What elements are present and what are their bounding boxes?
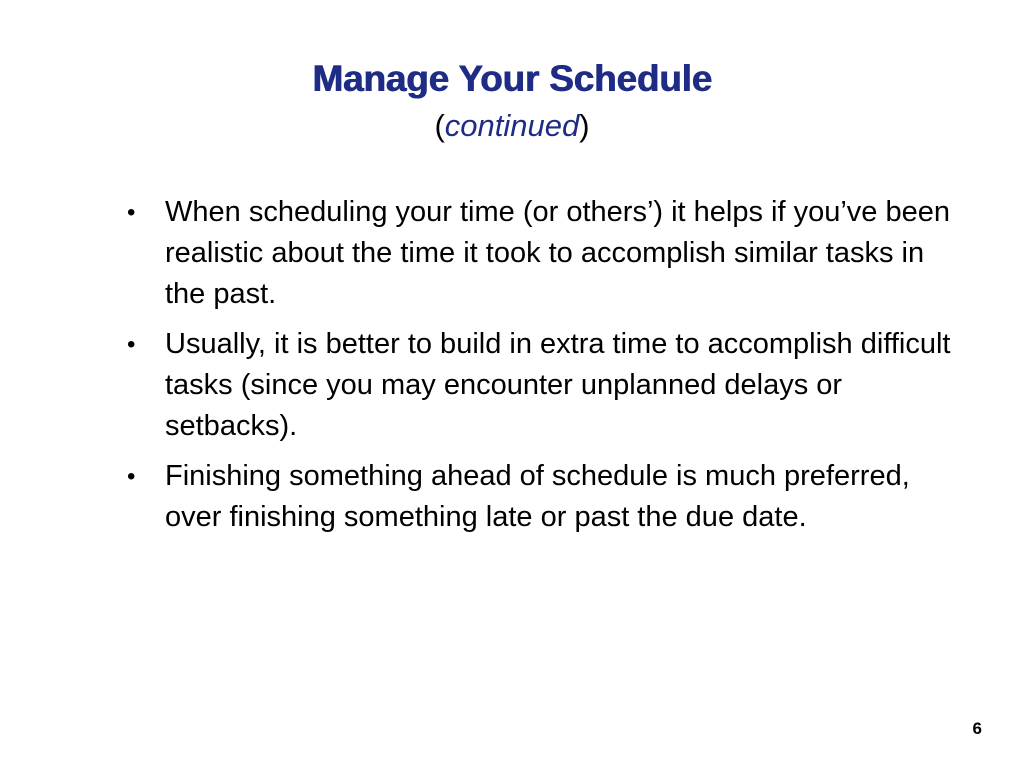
bullet-marker: •	[127, 331, 136, 358]
bullet-text-2: Usually, it is better to build in extra time to accomplish difficult tasks (since you may encounter unplanned delays or setbacks).	[165, 328, 951, 442]
title-block	[0, 56, 1024, 146]
bullet-marker: •	[127, 463, 136, 490]
subtitle-open-paren: (	[434, 108, 445, 143]
bullet-text-1: When scheduling your time (or others’) it helps if you’ve been realistic about the time it took to accomplish similar tasks in the past.	[165, 196, 950, 310]
slide-title: Manage Your Schedule	[312, 58, 712, 99]
bullet-text-3: Finishing something ahead of schedule is much preferred, over finishing something late or past the due date.	[165, 460, 910, 533]
bullet-item-3	[124, 456, 964, 538]
slide-subtitle	[0, 106, 1024, 146]
bullet-marker: •	[127, 199, 136, 226]
bullet-item-1	[124, 192, 964, 315]
page-number: 6	[972, 719, 982, 738]
subtitle-continued: continued	[444, 108, 580, 143]
bullet-item-2	[124, 324, 964, 447]
bullet-list	[124, 192, 964, 547]
subtitle-close-paren: )	[579, 108, 590, 143]
